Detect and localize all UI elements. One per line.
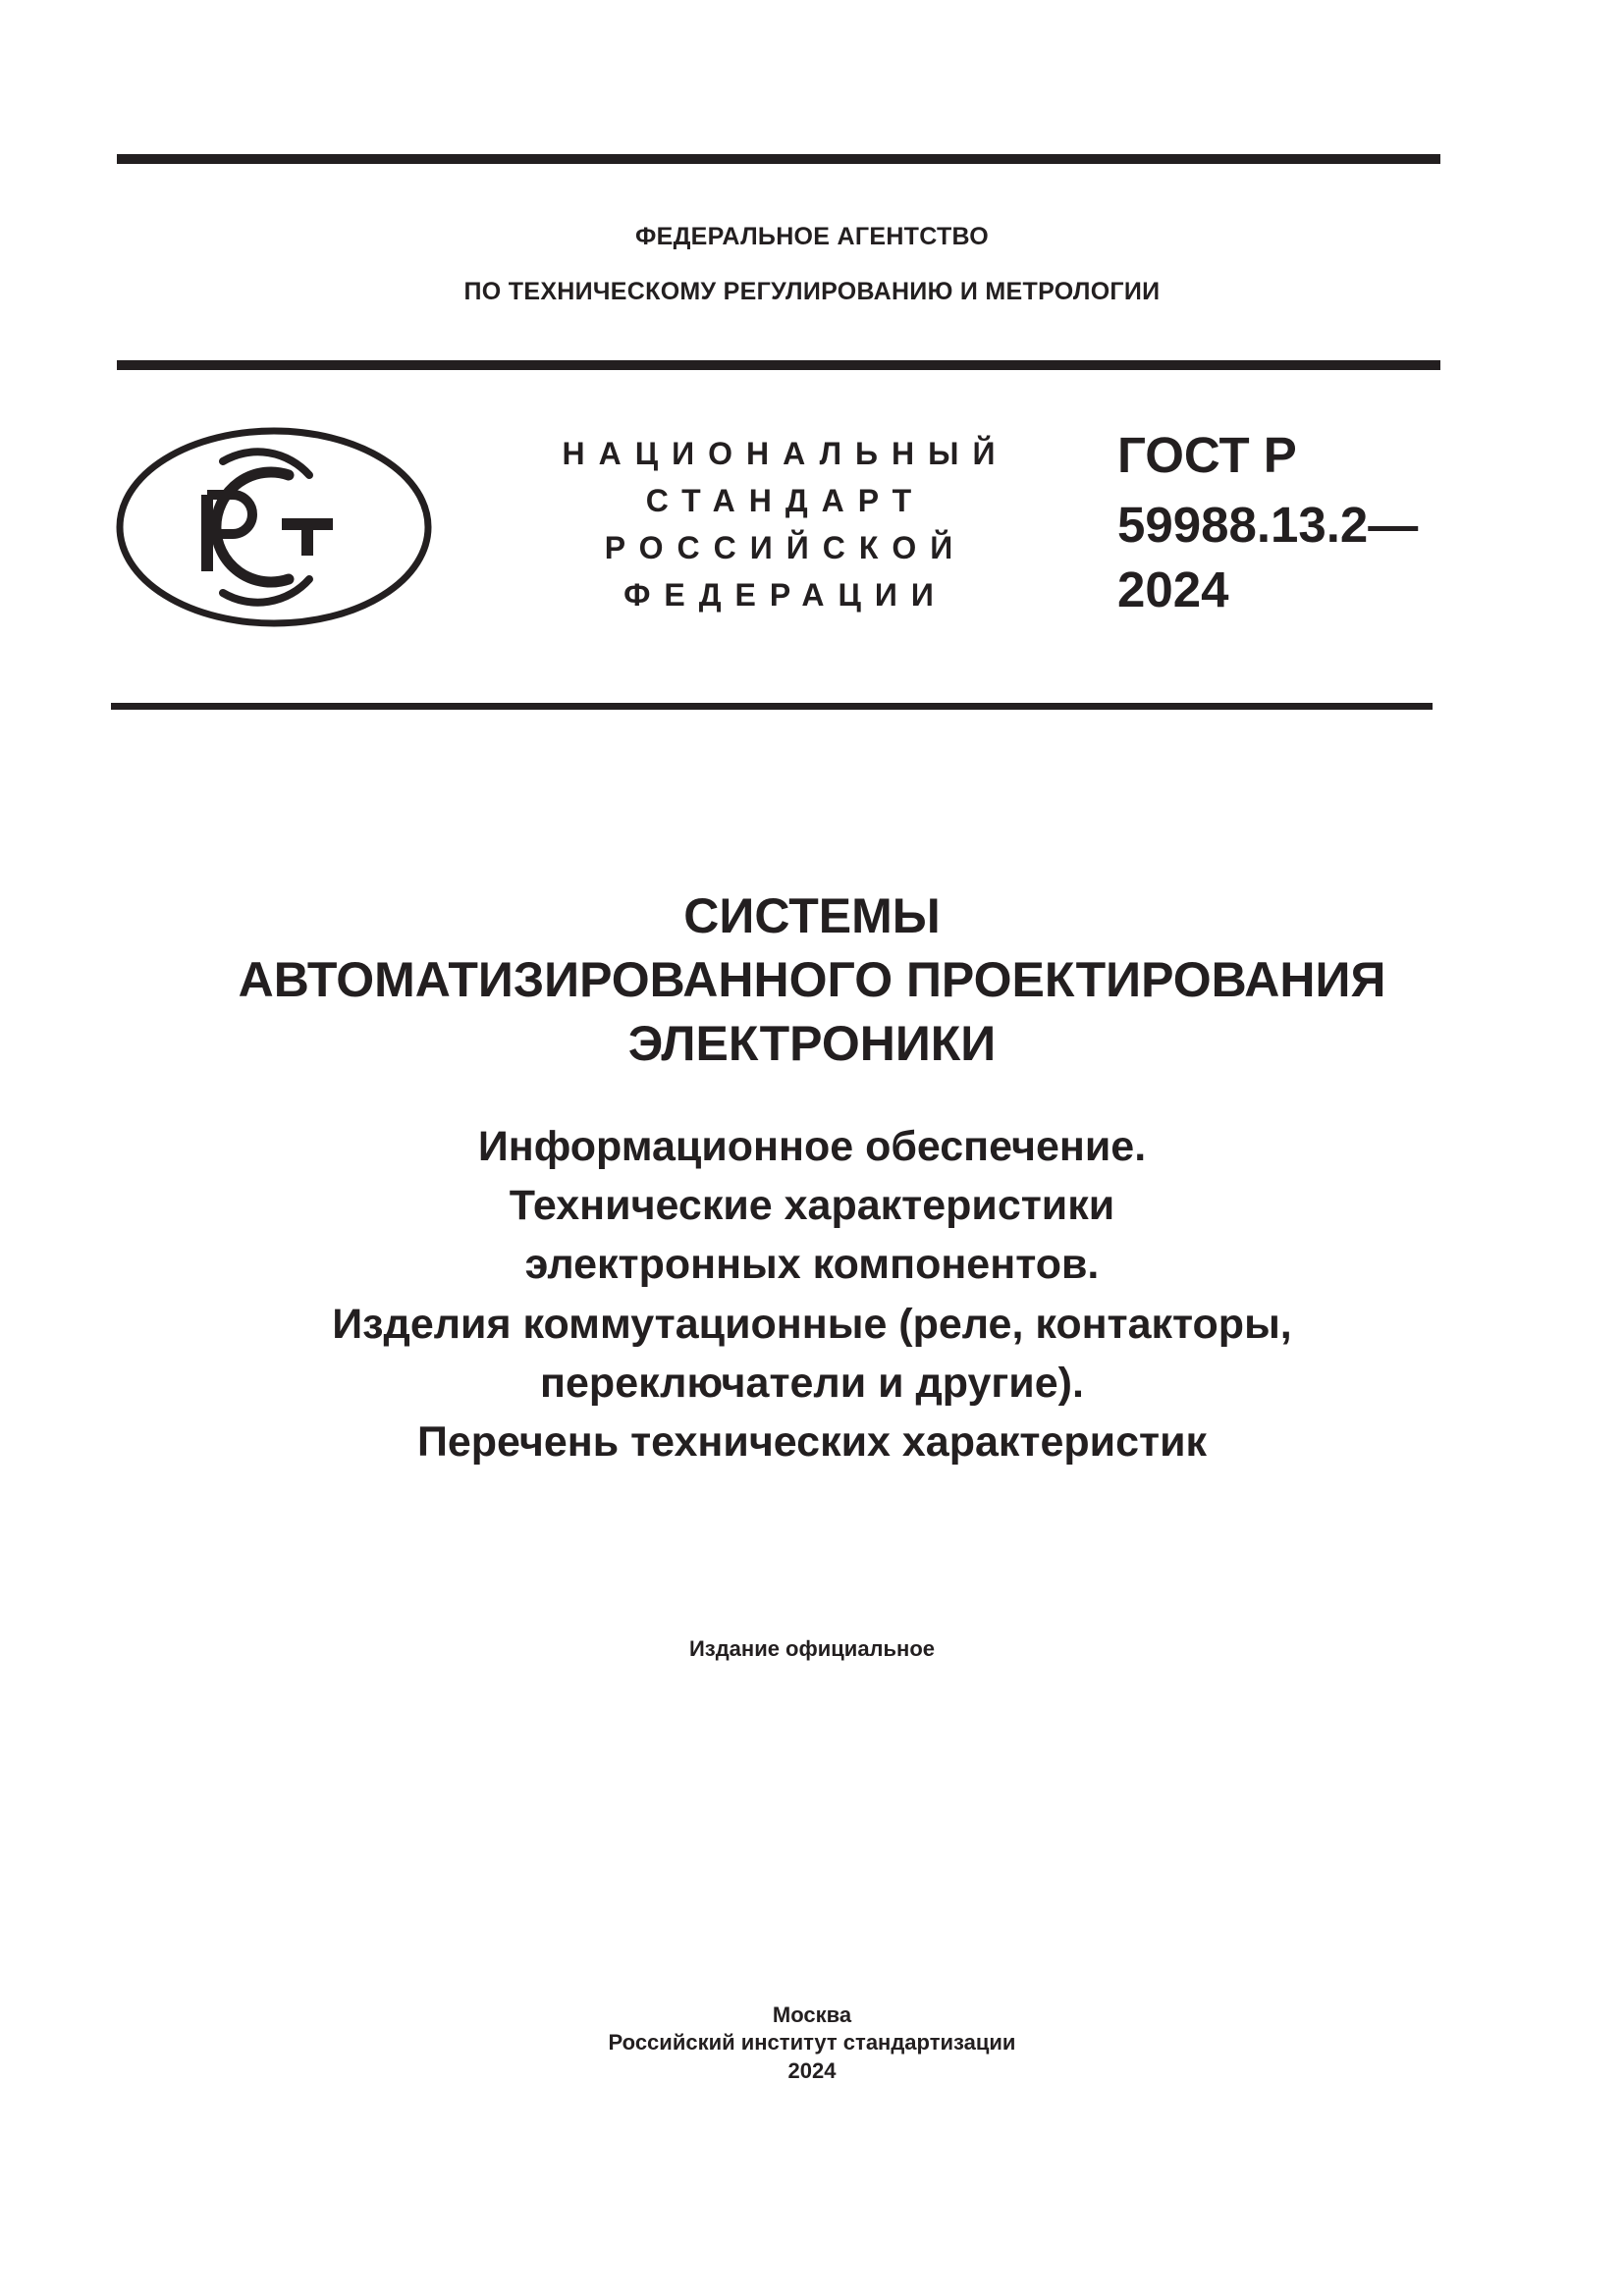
subtitle-line6: Перечень технических характеристик — [416, 1418, 1208, 1466]
footer-city: Москва — [772, 2002, 852, 2027]
subtitle-line4: Изделия коммутационные (реле, контакторы, — [332, 1301, 1292, 1348]
subtitle-line1: Информационное обеспечение. — [477, 1123, 1147, 1170]
title-main-line1: СИСТЕМЫ — [683, 888, 941, 943]
title-main-line2: АВТОМАТИЗИРОВАННОГО ПРОЕКТИРОВАНИЯ — [238, 952, 1386, 1007]
rst-emblem-icon — [115, 424, 434, 630]
title-main-line3: ЭЛЕКТРОНИКИ — [627, 1016, 997, 1071]
gost-code-line3: 2024 — [1117, 561, 1229, 617]
subtitle-line3: электронных компонентов. — [524, 1241, 1100, 1288]
national-label-line4: ФЕДЕРАЦИИ — [623, 577, 947, 613]
agency-name-line1: ФЕДЕРАЛЬНОЕ АГЕНТСТВО — [634, 223, 990, 250]
national-label-line3: РОССИЙСКОЙ — [604, 530, 967, 565]
header-bottom-rule — [117, 360, 1440, 370]
agency-name-line2: ПО ТЕХНИЧЕСКОМУ РЕГУЛИРОВАНИЮ И МЕТРОЛОГИИ — [463, 278, 1161, 305]
edition-label: Издание официальное — [688, 1636, 936, 1661]
top-rule — [117, 154, 1440, 164]
gost-code-line1: ГОСТ Р — [1117, 427, 1297, 483]
standard-bottom-rule — [111, 703, 1433, 710]
national-standard-label — [511, 430, 1060, 618]
subtitle-line2: Технические характеристики — [509, 1182, 1115, 1229]
footer-publisher: Российский институт стандартизации — [608, 2030, 1016, 2055]
national-label-line2: СТАНДАРТ — [645, 483, 926, 518]
national-label-line1: НАЦИОНАЛЬНЫЙ — [562, 436, 1009, 471]
subtitle-line5: переключатели и другие). — [540, 1360, 1084, 1407]
footer-year: 2024 — [787, 2058, 837, 2083]
gost-code-line2: 59988.13.2— — [1117, 497, 1419, 553]
